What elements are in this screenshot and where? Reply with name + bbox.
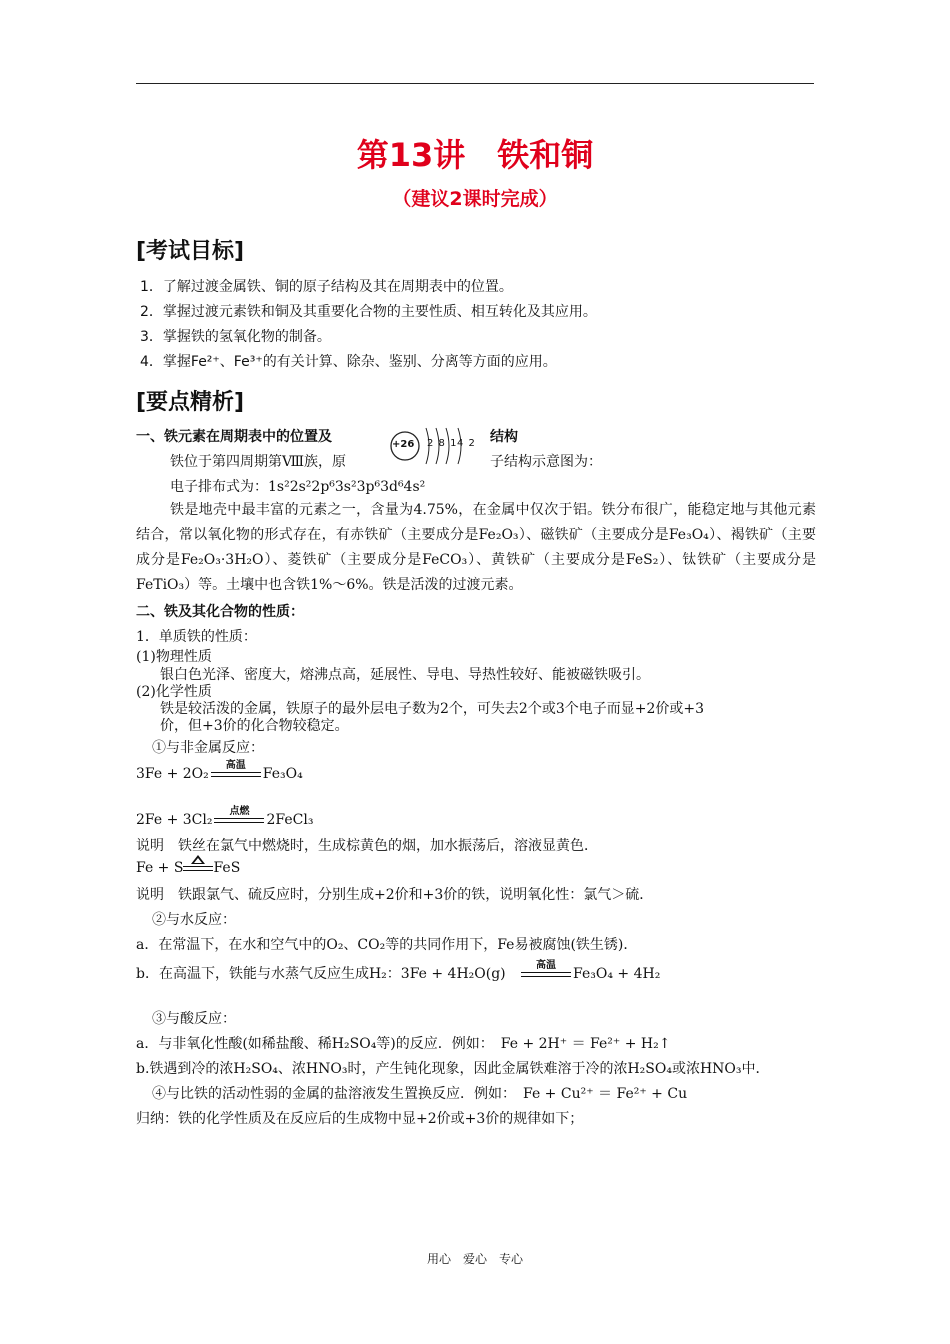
note-cl2: 说明 铁丝在氯气中燃烧时，生成棕黄色的烟，加水振荡后，溶液显黄色． <box>136 838 598 854</box>
equation-fe-cl2 <box>136 806 314 828</box>
elemental-iron-heading: 1．单质铁的性质： <box>136 629 257 645</box>
reaction-nonmetal-title: ①与非金属反应： <box>152 740 264 756</box>
summary-line: 归纳：铁的化学性质及在反应后的生成物中显+2价或+3价的规律如下； <box>136 1111 584 1127</box>
eq1-left: 3Fe + 2O₂ <box>136 766 209 782</box>
objective-item: 2．掌握过渡元素铁和铜及其重要化合物的主要性质、相互转化及其应用。 <box>140 304 597 320</box>
reaction-arrow <box>214 806 264 827</box>
eq2-left: 2Fe + 3Cl₂ <box>136 812 213 828</box>
displacement-reaction: ④与比铁的活动性弱的金属的盐溶液发生置换反应．例如： Fe + Cu²⁺ ＝ Fe²⁺ + Cu <box>152 1086 688 1102</box>
chemical-props-title: (2)化学性质 <box>136 684 212 700</box>
eq2-right: 2FeCl₃ <box>266 812 314 828</box>
section-goals: [考试目标] <box>136 239 245 264</box>
objective-item: 4．掌握Fe²⁺、Fe³⁺的有关计算、除杂、鉴别、分离等方面的应用。 <box>140 354 557 370</box>
iron-abundance-paragraph: 铁是地壳中最丰富的元素之一，含量为4.75%，在金属中仅次于铝。铁分布很广，能稳定地与其他元素结合，常以氧化物的形式存在，有赤铁矿（主要成分是Fe₂O₃）、磁铁矿（主要成分是Fe₃O₄）、褐铁矿（主要成分是Fe₂O₃·3H₂O）、菱铁矿（主要成分是FeCO₃）、黄铁矿（主要成分是FeS₂）、钛铁矿（主要成分是FeTiO₃）等。土壤中也含铁1%～6%。铁是活泼的过渡元素。 <box>136 502 816 593</box>
note-oxidizing: 说明 铁跟氯气、硫反应时，分别生成+2价和+3价的铁，说明氧化性：氯气＞硫． <box>136 887 654 903</box>
water-b-right: Fe₃O₄ + 4H₂ <box>573 966 661 982</box>
section-analysis: [要点精析] <box>136 390 245 415</box>
chemical-props-text: 铁是较活泼的金属，铁原子的最外层电子数为2个，可失去2个或3个电子而显+2价或+3 <box>160 701 704 717</box>
eq1-right: Fe₃O₄ <box>262 766 303 782</box>
period-text: 铁位于第四周期第Ⅷ族，原 <box>170 454 347 470</box>
water-b-left: b．在高温下，铁能与水蒸气反应生成H₂：3Fe + 4H₂O(g) <box>136 966 506 982</box>
part1-heading: 一、铁元素在周期表中的位置及 <box>136 429 332 445</box>
part2-heading: 二、铁及其化合物的性质： <box>136 604 304 620</box>
reaction-water-title: ②与水反应： <box>152 912 236 928</box>
equation-fe-s <box>136 860 240 876</box>
eq3-right: FeS <box>213 860 241 876</box>
physical-props-title: (1)物理性质 <box>136 649 212 665</box>
page-footer: 用心 爱心 专心 <box>426 1252 523 1266</box>
page-subtitle: （建议2课时完成） <box>392 188 558 210</box>
acid-item-b: b.铁遇到冷的浓H₂SO₄、浓HNO₃时，产生钝化现象，因此金属铁难溶于冷的浓H₂SO₄或浓HNO₃中． <box>136 1061 770 1077</box>
electron-config: 电子排布式为：1s²2s²2p⁶3s²3p⁶3d⁶4s² <box>170 479 426 495</box>
eq3-left: Fe + S <box>136 860 184 876</box>
heat-arrow <box>183 861 213 875</box>
header-rule <box>136 83 814 84</box>
objective-item: 1．了解过渡金属铁、铜的原子结构及其在周期表中的位置。 <box>140 279 513 295</box>
chemical-props-text-2: 价，但+3价的化合物较稳定。 <box>160 718 349 734</box>
atom-structure-diagram <box>384 424 476 468</box>
period-text-end: 子结构示意图为： <box>490 454 602 470</box>
eq1-condition: 高温 <box>225 760 246 771</box>
shell-electrons: 2 8 14 2 <box>427 438 476 449</box>
objective-item: 3．掌握铁的氢氧化物的制备。 <box>140 329 331 345</box>
acid-item-a: a．与非氧化性酸(如稀盐酸、稀H₂SO₄等)的反应．例如： Fe + 2H⁺ ＝ Fe²⁺ + H₂↑ <box>136 1036 671 1052</box>
water-item-a: a．在常温下，在水和空气中的O₂、CO₂等的共同作用下，Fe易被腐蚀(铁生锈)． <box>136 937 638 953</box>
nucleus-label: +26 <box>392 439 415 450</box>
page-title: 第13讲 铁和铜 <box>356 136 594 174</box>
reaction-arrow <box>521 960 571 981</box>
water-b-condition: 高温 <box>536 960 557 971</box>
reaction-acid-title: ③与酸反应： <box>152 1011 236 1027</box>
part1-heading-end: 结构 <box>490 429 518 445</box>
water-item-b <box>136 960 661 983</box>
eq2-condition: 点燃 <box>229 806 250 817</box>
reaction-arrow <box>211 760 261 781</box>
equation-fe-o2 <box>136 760 303 782</box>
physical-props-text: 银白色光泽、密度大，熔沸点高，延展性、导电、导热性较好、能被磁铁吸引。 <box>160 667 650 683</box>
